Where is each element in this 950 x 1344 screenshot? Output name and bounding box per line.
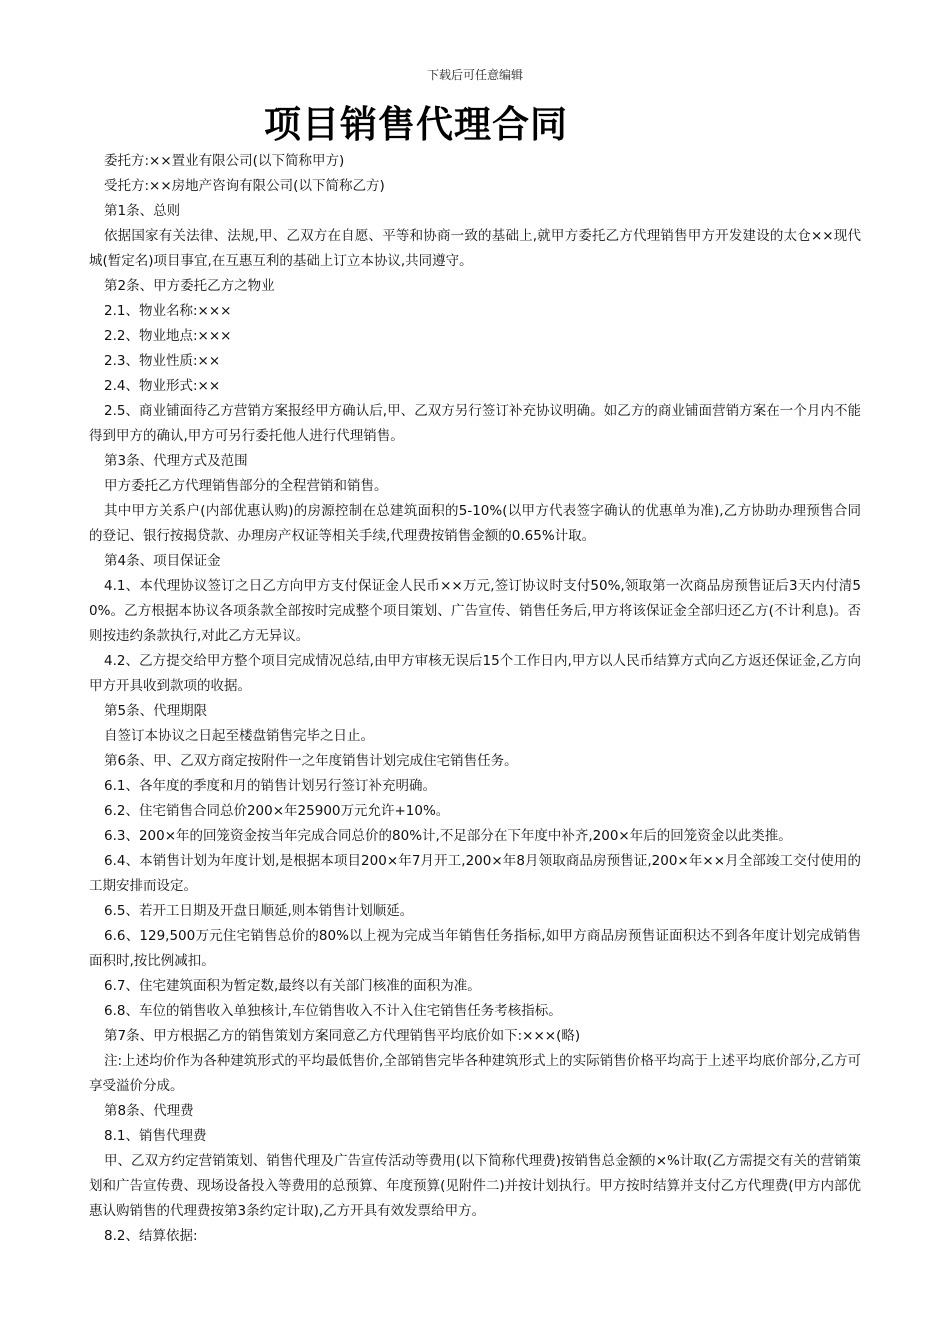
article-heading: 第1条、总则 <box>104 203 181 219</box>
clause-paragraph: 6.4、本销售计划为年度计划,是根据本项目200×年7月开工,200×年8月领取商品房预售证,200×年××月全部竣工交付使用的工期安排而设定。 <box>89 853 861 894</box>
clause-paragraph: 2.1、物业名称:××× <box>104 303 232 319</box>
article-heading: 第4条、项目保证金 <box>104 553 221 569</box>
article-heading: 第8条、代理费 <box>104 1103 194 1119</box>
article-heading: 第2条、甲方委托乙方之物业 <box>104 278 275 294</box>
clause-paragraph: 2.2、物业地点:××× <box>104 328 232 344</box>
clause-paragraph: 8.2、结算依据: <box>104 1228 198 1244</box>
clause-paragraph: 6.8、车位的销售收入单独核计,车位销售收入不计入住宅销售任务考核指标。 <box>104 1003 562 1019</box>
note-paragraph: 注:上述均价作为各种建筑形式的平均最低售价,全部销售完毕各种建筑形式上的实际销售价格平均高于上述平均底价部分,乙方可享受溢价分成。 <box>89 1053 861 1094</box>
clause-paragraph: 2.5、商业铺面待乙方营销方案报经甲方确认后,甲、乙双方另行签订补充协议明确。如乙方的商业铺面营销方案在一个月内不能得到甲方的确认,甲方可另行委托他人进行代理销售。 <box>89 403 861 444</box>
clause-paragraph: 甲方委托乙方代理销售部分的全程营销和销售。 <box>104 478 388 494</box>
article-heading: 第5条、代理期限 <box>104 703 208 719</box>
clause-paragraph: 2.3、物业性质:×× <box>104 353 221 369</box>
article-heading: 第3条、代理方式及范围 <box>104 453 248 469</box>
clause-paragraph: 2.4、物业形式:×× <box>104 378 221 394</box>
clause-paragraph: 6.2、住宅销售合同总价200×年25900万元允许+10%。 <box>104 803 450 819</box>
contract-body <box>89 149 861 1249</box>
clause-paragraph: 6.7、住宅建筑面积为暂定数,最终以有关部门核准的面积为准。 <box>104 978 481 994</box>
article-heading: 第7条、甲方根据乙方的销售策划方案同意乙方代理销售平均底价如下:×××(略) <box>104 1028 581 1044</box>
article-heading: 第6条、甲、乙双方商定按附件一之年度销售计划完成住宅销售任务。 <box>104 753 518 769</box>
clause-paragraph: 甲、乙双方约定营销策划、销售代理及广告宣传活动等费用(以下简称代理费)按销售总金额的×%计取(乙方需提交有关的营销策划和广告宣传费、现场设备投入等费用的总预算、年度预算(见附件二)并按计划执行。甲方按时结算并支付乙方代理费(甲方内部优惠认购销售的代理费按第3条约定计取),乙方开具有效发票给甲方。 <box>89 1153 861 1219</box>
clause-paragraph: 自签订本协议之日起至楼盘销售完毕之日止。 <box>104 728 374 744</box>
clause-paragraph: 其中甲方关系户(内部优惠认购)的房源控制在总建筑面积的5-10%(以甲方代表签字确认的优惠单为准),乙方协助办理预售合同的登记、银行按揭贷款、办理房产权证等相关手续,代理费按销售金额的0.65%计取。 <box>89 503 861 544</box>
clause-paragraph: 8.1、销售代理费 <box>104 1128 207 1144</box>
clause-paragraph: 6.3、200×年的回笼资金按当年完成合同总价的80%计,不足部分在下年度中补齐,200×年后的回笼资金以此类推。 <box>104 828 792 844</box>
document-title: 项目销售代理合同 <box>264 103 568 146</box>
clause-paragraph: 6.1、各年度的季度和月的销售计划另行签订补充明确。 <box>104 778 436 794</box>
clause-paragraph: 依据国家有关法律、法规,甲、乙双方在自愿、平等和协商一致的基础上,就甲方委托乙方代理销售甲方开发建设的太仓××现代城(暂定名)项目事宜,在互惠互利的基础上订立本协议,共同遵守。 <box>89 228 861 269</box>
clause-paragraph: 6.6、129,500万元住宅销售总价的80%以上视为完成当年销售任务指标,如甲方商品房预售证面积达不到各年度计划完成销售面积时,按比例减扣。 <box>89 928 861 969</box>
clause-paragraph: 4.1、本代理协议签订之日乙方向甲方支付保证金人民币××万元,签订协议时支付50%,领取第一次商品房预售证后3天内付清50%。乙方根据本协议各项条款全部按时完成整个项目策划、广告宣传、销售任务后,甲方将该保证金全部归还乙方(不计利息)。否则按违约条款执行,对此乙方无异议。 <box>89 578 861 644</box>
party-a-line: 委托方:××置业有限公司(以下简称甲方) <box>104 153 345 169</box>
clause-paragraph: 4.2、乙方提交给甲方整个项目完成情况总结,由甲方审核无误后15个工作日内,甲方以人民币结算方式向乙方返还保证金,乙方向甲方开具收到款项的收据。 <box>89 653 861 694</box>
clause-paragraph: 6.5、若开工日期及开盘日顺延,则本销售计划顺延。 <box>104 903 414 919</box>
party-b-line: 受托方:××房地产咨询有限公司(以下简称乙方) <box>104 178 385 194</box>
header-note: 下载后可任意编辑 <box>426 68 523 82</box>
